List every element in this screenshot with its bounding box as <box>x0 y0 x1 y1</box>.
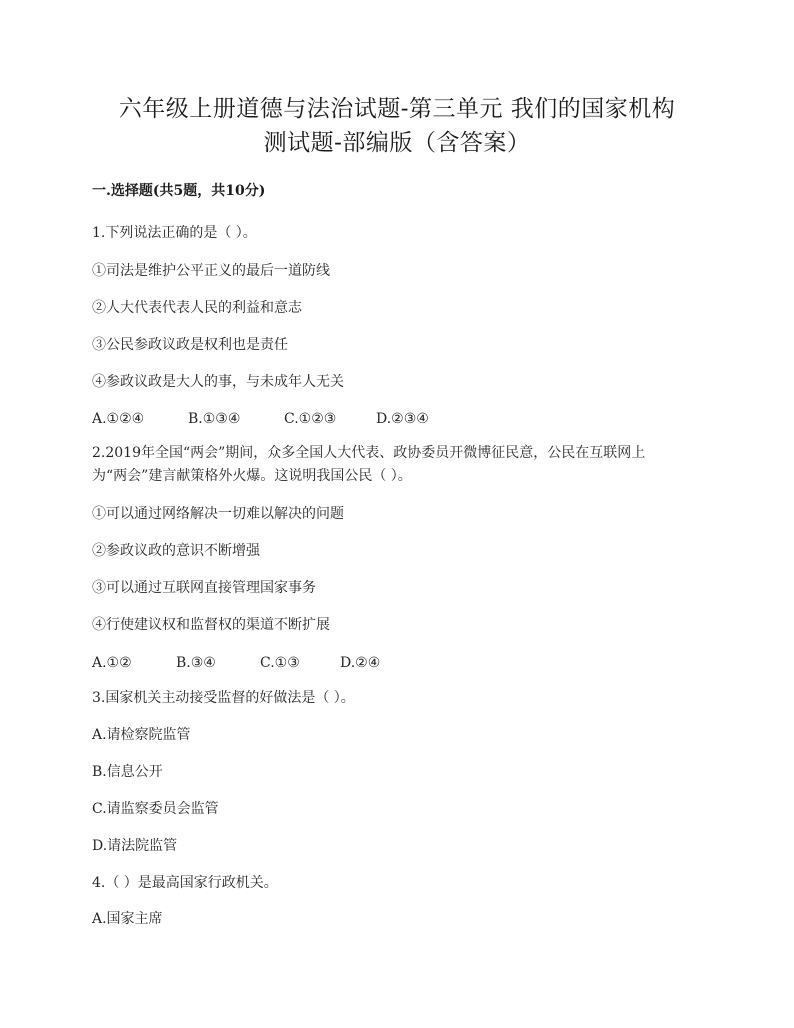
question-1-option-d: D.②③④ <box>376 411 429 427</box>
question-2-item-4: ④行使建议权和监督权的渠道不断扩展 <box>92 617 330 633</box>
question-1-item-1: ①司法是维护公平正义的最后一道防线 <box>92 263 330 279</box>
question-2-option-b: B.③④ <box>176 655 216 671</box>
question-2-option-a: A.①② <box>92 655 132 671</box>
question-2-stem-line-2: 为“两会”建言献策格外火爆。这说明我国公民（ ）。 <box>92 468 412 484</box>
question-3-stem: 3.国家机关主动接受监督的好做法是（ ）。 <box>92 690 355 706</box>
document-title-line-1: 六年级上册道德与法治试题-第三单元 我们的国家机构 <box>118 96 676 122</box>
question-1-item-3: ③公民参政议政是权利也是责任 <box>92 337 288 353</box>
question-3-option-b: B.信息公开 <box>92 764 163 780</box>
question-2-item-2: ②参政议政的意识不断增强 <box>92 543 260 559</box>
question-2-option-c: C.①③ <box>260 655 300 671</box>
question-1-options <box>92 409 429 429</box>
question-4-stem: 4.（ ）是最高国家行政机关。 <box>92 875 278 891</box>
section-heading: 一.选择题(共5题，共10分) <box>92 183 266 199</box>
question-1-item-4: ④参政议政是大人的事，与未成年人无关 <box>92 374 344 390</box>
question-3-option-d: D.请法院监管 <box>92 838 178 854</box>
question-1-item-2: ②人大代表代表人民的利益和意志 <box>92 300 302 316</box>
question-1-option-c: C.①②③ <box>284 411 337 427</box>
question-4-option-a: A.国家主席 <box>92 911 163 927</box>
question-2-item-3: ③可以通过互联网直接管理国家事务 <box>92 580 316 596</box>
question-1-option-b: B.①③④ <box>188 411 241 427</box>
question-2-options <box>92 653 380 673</box>
question-2-item-1: ①可以通过网络解决一切难以解决的问题 <box>92 506 344 522</box>
document-title-line-2: 测试题-部编版（含答案） <box>263 130 531 156</box>
question-1-stem: 1.下列说法正确的是（ ）。 <box>92 225 257 241</box>
question-2-stem-line-1: 2.2019年全国“两会”期间，众多全国人大代表、政协委员开微博征民意，公民在互联网上 <box>92 445 646 461</box>
question-1-option-a: A.①②④ <box>92 411 145 427</box>
question-2-option-d: D.②④ <box>340 655 381 671</box>
question-3-option-c: C.请监察委员会监管 <box>92 801 219 817</box>
question-3-option-a: A.请检察院监管 <box>92 727 191 743</box>
